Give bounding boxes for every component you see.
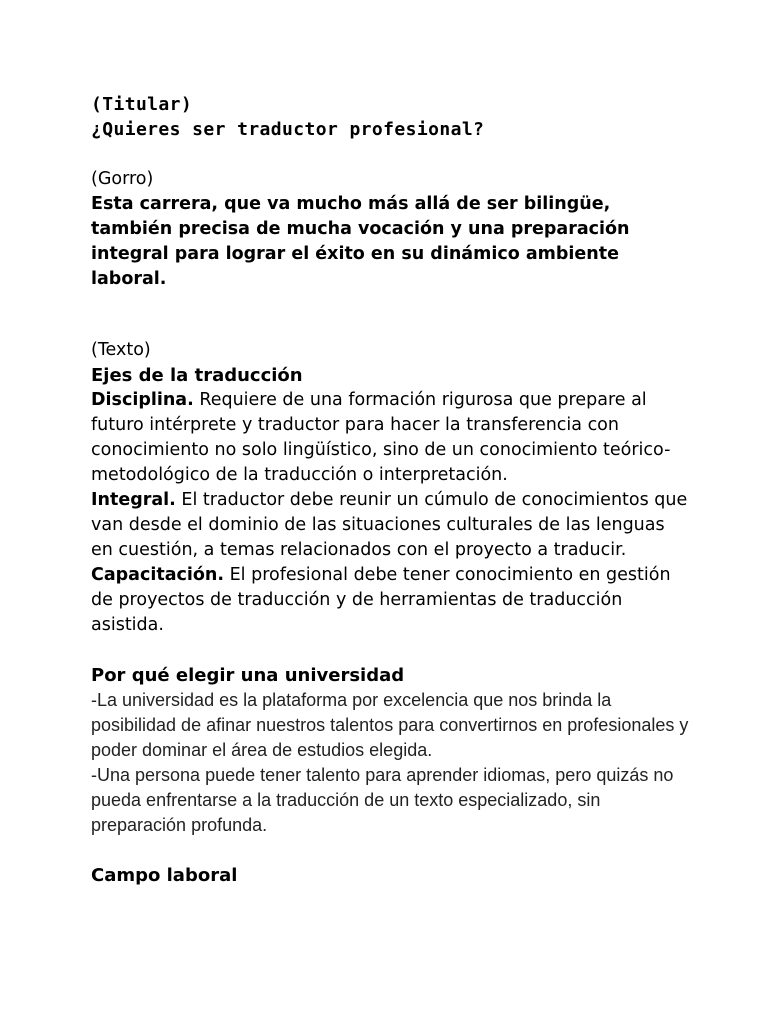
spacer bbox=[91, 142, 691, 167]
page-title: ¿Quieres ser traductor profesional? bbox=[91, 119, 485, 140]
item-capacitacion bbox=[91, 563, 691, 638]
spacer bbox=[91, 292, 691, 338]
texto-label: (Texto) bbox=[91, 340, 151, 360]
gorro-text: Esta carrera, que va mucho más allá de ser bilingüe, también precisa de mucha vocación y una preparación integral para lograr el éxito en su dinámico ambiente laboral. bbox=[91, 194, 630, 289]
section-heading-universidad: Por qué elegir una universidad bbox=[91, 665, 405, 686]
item-term: Capacitación. bbox=[91, 565, 225, 585]
titular-label: (Titular) bbox=[91, 94, 193, 115]
spacer bbox=[91, 838, 691, 863]
section-heading-ejes: Ejes de la traducción bbox=[91, 365, 303, 386]
item-term: Disciplina. bbox=[91, 390, 194, 410]
item-integral bbox=[91, 488, 691, 563]
item-text: El traductor debe reunir un cúmulo de conocimientos que van desde el dominio de las situaciones culturales de las lenguas en cuestión, a temas relacionados con el proyecto a traducir. bbox=[91, 490, 688, 560]
item-disciplina bbox=[91, 388, 691, 488]
gorro-label: (Gorro) bbox=[91, 169, 154, 189]
item-term: Integral. bbox=[91, 490, 176, 510]
document-page bbox=[91, 92, 691, 888]
item-text: El profesional debe tener conocimiento en gestión de proyectos de traducción y de herramientas de traducción asistida. bbox=[91, 565, 671, 635]
spacer bbox=[91, 638, 691, 663]
universidad-paragraph: -La universidad es la plataforma por excelencia que nos brinda la posibilidad de afinar nuestros talentos para convertirnos en profesionales y poder dominar el área de estudios elegida. bbox=[91, 690, 689, 760]
universidad-paragraph: -Una persona puede tener talento para aprender idiomas, pero quizás no pueda enfrentarse a la traducción de un texto especializado, sin preparación profunda. bbox=[91, 765, 674, 835]
item-text: Requiere de una formación rigurosa que prepare al futuro intérprete y traductor para hacer la transferencia con conocimiento no solo lingüístico, sino de un conocimiento teórico-metodológico de la traducción o interpretación. bbox=[91, 390, 671, 485]
section-heading-campo: Campo laboral bbox=[91, 865, 238, 886]
